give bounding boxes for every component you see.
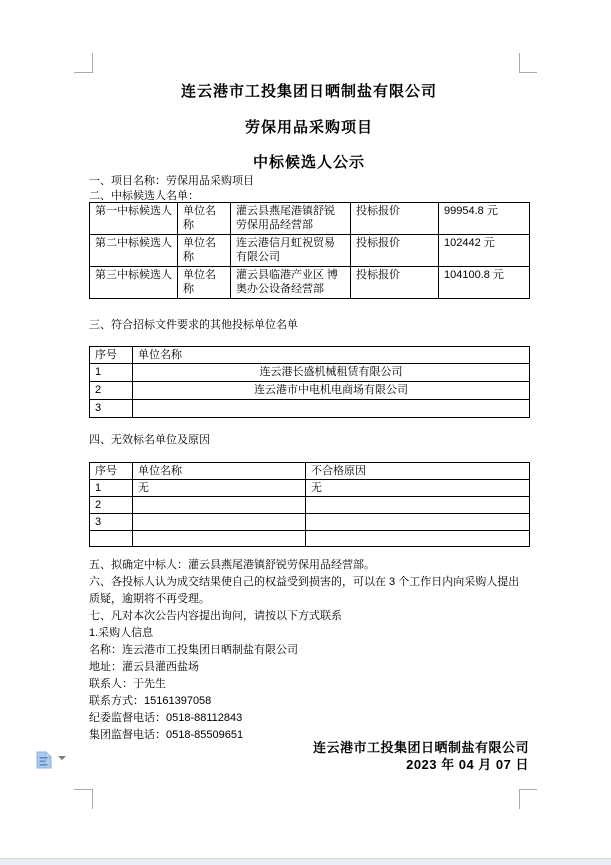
unit-name-cell bbox=[133, 400, 530, 418]
table-row bbox=[90, 382, 530, 400]
candidates-table bbox=[89, 202, 530, 299]
unit-header-cell: 单位名称 bbox=[133, 347, 530, 364]
serial-cell: 3 bbox=[90, 514, 133, 531]
serial-cell: 3 bbox=[90, 400, 133, 418]
unit-name-cell: 无 bbox=[133, 480, 306, 497]
contact-phone-line: 联系方式：15161397058 bbox=[89, 695, 212, 707]
unit-label-cell: 单位名称 bbox=[178, 235, 231, 267]
price-cell: 104100.8 元 bbox=[439, 267, 530, 299]
table-row bbox=[90, 400, 530, 418]
unit-name-cell: 连云港市中电机电商场有限公司 bbox=[133, 382, 530, 400]
document-title: 连云港市工投集团日晒制盐有限公司 bbox=[180, 83, 437, 100]
unit-label-cell: 单位名称 bbox=[178, 203, 231, 235]
unit-label-cell: 单位名称 bbox=[178, 267, 231, 299]
contact-person-line: 联系人：于先生 bbox=[89, 678, 166, 690]
section-6-paragraph: 六、各投标人认为成交结果使自己的权益受到损害的，可以在 3 个工作日内向采购人提出质疑，逾期将不再受理。 bbox=[89, 576, 520, 605]
serial-cell: 2 bbox=[90, 382, 133, 400]
table-row bbox=[90, 480, 530, 497]
crop-mark-bottom-right bbox=[519, 789, 537, 790]
unit-name-cell: 灌云县燕尾港镇舒锐劳保用品经营部 bbox=[231, 203, 351, 235]
rank-cell: 第三中标候选人 bbox=[90, 267, 178, 299]
signature-block bbox=[89, 739, 529, 773]
serial-cell: 1 bbox=[90, 364, 133, 382]
unit-name-cell: 连云港长盛机械租赁有限公司 bbox=[133, 364, 530, 382]
rank-cell: 第一中标候选人 bbox=[90, 203, 178, 235]
section-3-heading: 三、符合招标文件要求的其他投标单位名单 bbox=[89, 319, 298, 331]
reason-cell bbox=[306, 514, 530, 531]
table-row bbox=[90, 235, 530, 267]
reason-cell: 无 bbox=[306, 480, 530, 497]
unit-name-cell bbox=[133, 531, 306, 547]
table-row bbox=[90, 267, 530, 299]
rank-cell: 第二中标候选人 bbox=[90, 235, 178, 267]
purchaser-info-heading: 1.采购人信息 bbox=[89, 627, 154, 639]
contact-address-line: 地址：灌云县灌西盐场 bbox=[89, 661, 199, 673]
dropdown-arrow-icon[interactable] bbox=[58, 756, 66, 760]
status-bar-strip bbox=[0, 858, 611, 865]
reason-cell bbox=[306, 531, 530, 547]
unit-name-cell: 连云港信月虹祝贸易有限公司 bbox=[231, 235, 351, 267]
table-row bbox=[90, 497, 530, 514]
section-2-heading: 二、中标候选人名单： bbox=[89, 190, 199, 202]
table-header-row bbox=[90, 347, 530, 364]
price-label-cell: 投标报价 bbox=[351, 267, 439, 299]
unit-header-cell: 单位名称 bbox=[133, 463, 306, 480]
group-phone-line: 集团监督电话：0518-85509651 bbox=[89, 729, 244, 741]
footer-company: 连云港市工投集团日晒制盐有限公司 bbox=[312, 740, 529, 755]
table-header-row bbox=[90, 463, 530, 480]
crop-mark-top-left bbox=[92, 53, 93, 73]
crop-mark-top-left bbox=[74, 72, 93, 73]
project-title: 劳保用品采购项目 bbox=[244, 119, 373, 136]
price-cell: 99954.8 元 bbox=[439, 203, 530, 235]
contact-name-line: 名称：连云港市工投集团日晒制盐有限公司 bbox=[89, 644, 298, 656]
unit-name-cell bbox=[133, 497, 306, 514]
table-row bbox=[90, 203, 530, 235]
price-label-cell: 投标报价 bbox=[351, 235, 439, 267]
serial-cell: 1 bbox=[90, 480, 133, 497]
table-row bbox=[90, 531, 530, 547]
document-icon[interactable] bbox=[36, 751, 52, 769]
serial-header-cell: 序号 bbox=[90, 463, 133, 480]
crop-mark-top-right bbox=[519, 72, 537, 73]
section-1-heading: 一、项目名称：劳保用品采购项目 bbox=[89, 175, 254, 187]
price-cell: 102442 元 bbox=[439, 235, 530, 267]
section-7-paragraph: 七、凡对本次公告内容提出询问，请按以下方式联系 bbox=[89, 610, 342, 622]
section-5-paragraph: 五、拟确定中标人：灌云县燕尾港镇舒锐劳保用品经营部。 bbox=[89, 559, 375, 571]
reason-cell bbox=[306, 497, 530, 514]
section-4-heading: 四、无效标名单位及原因 bbox=[89, 434, 210, 446]
crop-mark-bottom-right bbox=[519, 789, 520, 809]
table-row bbox=[90, 364, 530, 382]
other-bidders-table bbox=[89, 346, 530, 418]
serial-cell bbox=[90, 531, 133, 547]
crop-mark-top-right bbox=[519, 53, 520, 73]
reason-header-cell: 不合格原因 bbox=[306, 463, 530, 480]
serial-cell: 2 bbox=[90, 497, 133, 514]
crop-mark-bottom-left bbox=[92, 789, 93, 809]
invalid-bids-table bbox=[89, 462, 530, 547]
discipline-phone-line: 纪委监督电话：0518-88112843 bbox=[89, 712, 243, 724]
crop-mark-bottom-left bbox=[74, 789, 93, 790]
unit-name-cell bbox=[133, 514, 306, 531]
announcement-title: 中标候选人公示 bbox=[252, 154, 365, 171]
unit-name-cell: 灌云县临港产业区 博奥办公设备经营部 bbox=[231, 267, 351, 299]
footer-date: 2023 年 04 月 07 日 bbox=[406, 757, 529, 772]
table-row bbox=[90, 514, 530, 531]
notes-and-contact-block bbox=[89, 557, 530, 744]
price-label-cell: 投标报价 bbox=[351, 203, 439, 235]
serial-header-cell: 序号 bbox=[90, 347, 133, 364]
